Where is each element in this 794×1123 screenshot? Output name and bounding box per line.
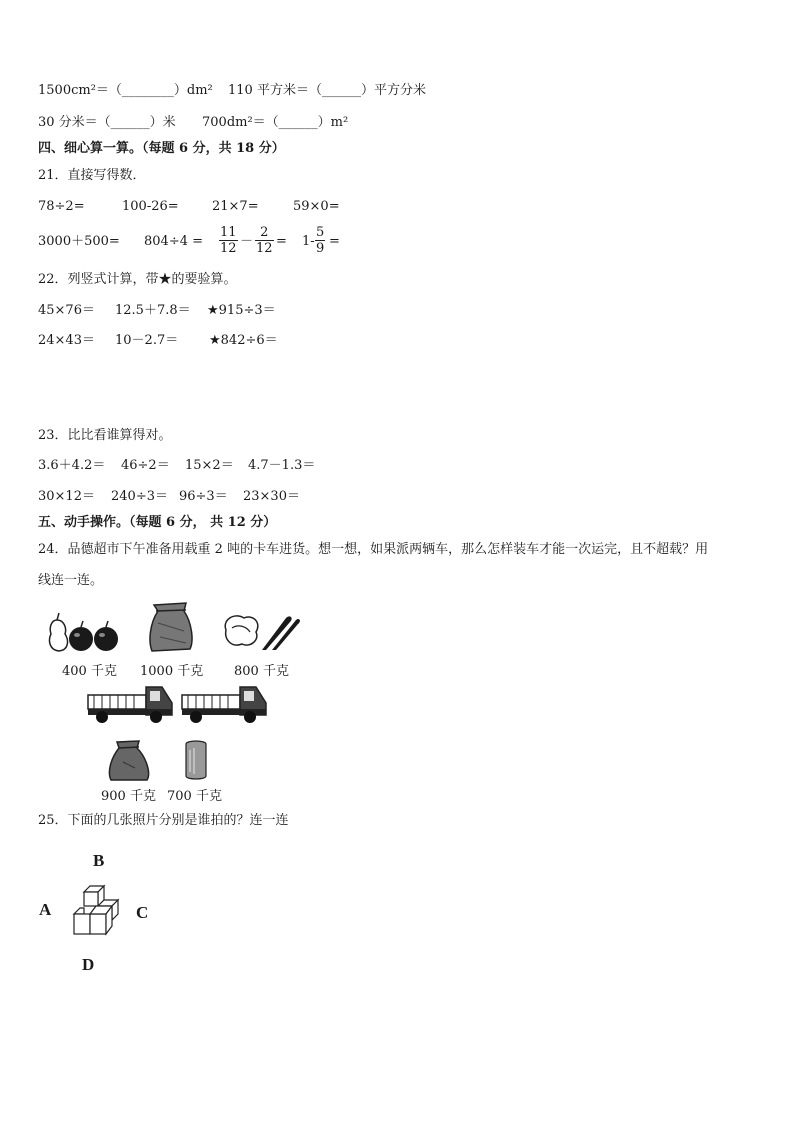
q21-item: 3000＋500=: [38, 234, 120, 249]
q24-line1: 24．品德超市下午准备用载重 2 吨的卡车进货。想一想，如果派两辆车，那么怎样装车才能一次运完，且不超载？用: [38, 542, 709, 557]
goods-weight-label: 400 千克: [62, 664, 117, 679]
q21-item: 78÷2=: [38, 199, 85, 214]
conversion-square-decimeter: 110 平方米＝（______）平方分米: [228, 83, 426, 98]
conversion-meter: 30 分米＝（______）米: [38, 115, 176, 130]
conversion-m2: 700dm²＝（______）m²: [202, 115, 349, 130]
fraction-5-9: $\frac{5}{9}$: [316, 225, 325, 256]
truck-icon: [86, 683, 176, 725]
can-icon: [184, 740, 208, 782]
q21-item: 100-26=: [122, 199, 179, 214]
q23-item: 96÷3＝: [179, 489, 228, 504]
sack-icon: [146, 601, 196, 653]
q21-item: 59×0=: [293, 199, 340, 214]
stacked-cubes-icon: [70, 884, 122, 940]
section-5-heading: 五、动手操作。（每题 6 分， 共 12 分）: [38, 515, 277, 530]
q25-title: 25．下面的几张照片分别是谁拍的？连一连: [38, 813, 289, 828]
view-label-a: A: [39, 900, 52, 919]
q21-item: 804÷4 =: [144, 234, 204, 249]
view-label-d: D: [82, 955, 95, 974]
q23-item: 4.7－1.3＝: [248, 458, 316, 473]
fraction-11-12: $\frac{11}{12}$: [220, 225, 237, 256]
vegetables-icon: [220, 610, 302, 652]
q22-item: 24×43＝: [38, 333, 95, 348]
q21-item: 21×7=: [212, 199, 259, 214]
goods-weight-label: 800 千克: [234, 664, 289, 679]
equals-sign: =: [276, 234, 287, 249]
goods-weight-label: 700 千克: [167, 789, 222, 804]
goods-weight-label: 1000 千克: [140, 664, 204, 679]
q21-title: 21．直接写得数．: [38, 168, 146, 183]
fruit-icon: [45, 610, 120, 655]
view-label-b: B: [93, 851, 105, 870]
q23-item: 15×2＝: [185, 458, 234, 473]
q22-item: 12.5＋7.8＝: [115, 303, 191, 318]
sack-icon: [107, 738, 152, 782]
q23-item: 23×30＝: [243, 489, 300, 504]
view-label-c: C: [136, 903, 149, 922]
q22-item: 10－2.7＝: [115, 333, 179, 348]
minus-sign: －: [240, 234, 254, 249]
q22-item: ★915÷3＝: [207, 303, 276, 318]
section-4-heading: 四、细心算一算。（每题 6 分，共 18 分）: [38, 141, 285, 156]
q23-title: 23．比比看谁算得对。: [38, 428, 172, 443]
q23-item: 30×12＝: [38, 489, 95, 504]
q24-line2: 线连一连。: [38, 573, 104, 588]
q22-item: ★842÷6＝: [209, 333, 278, 348]
goods-weight-label: 900 千克: [101, 789, 156, 804]
conversion-dm2: 1500cm²＝（________）dm²: [38, 83, 213, 98]
one-minus: 1-: [302, 234, 315, 249]
q22-item: 45×76＝: [38, 303, 95, 318]
equals-sign: =: [329, 234, 340, 249]
q23-item: 3.6＋4.2＝: [38, 458, 106, 473]
q23-item: 46÷2＝: [121, 458, 170, 473]
q22-title: 22．列竖式计算，带★的要验算。: [38, 272, 237, 287]
truck-icon: [180, 683, 270, 725]
q23-item: 240÷3＝: [111, 489, 168, 504]
fraction-2-12: $\frac{2}{12}$: [256, 225, 273, 256]
